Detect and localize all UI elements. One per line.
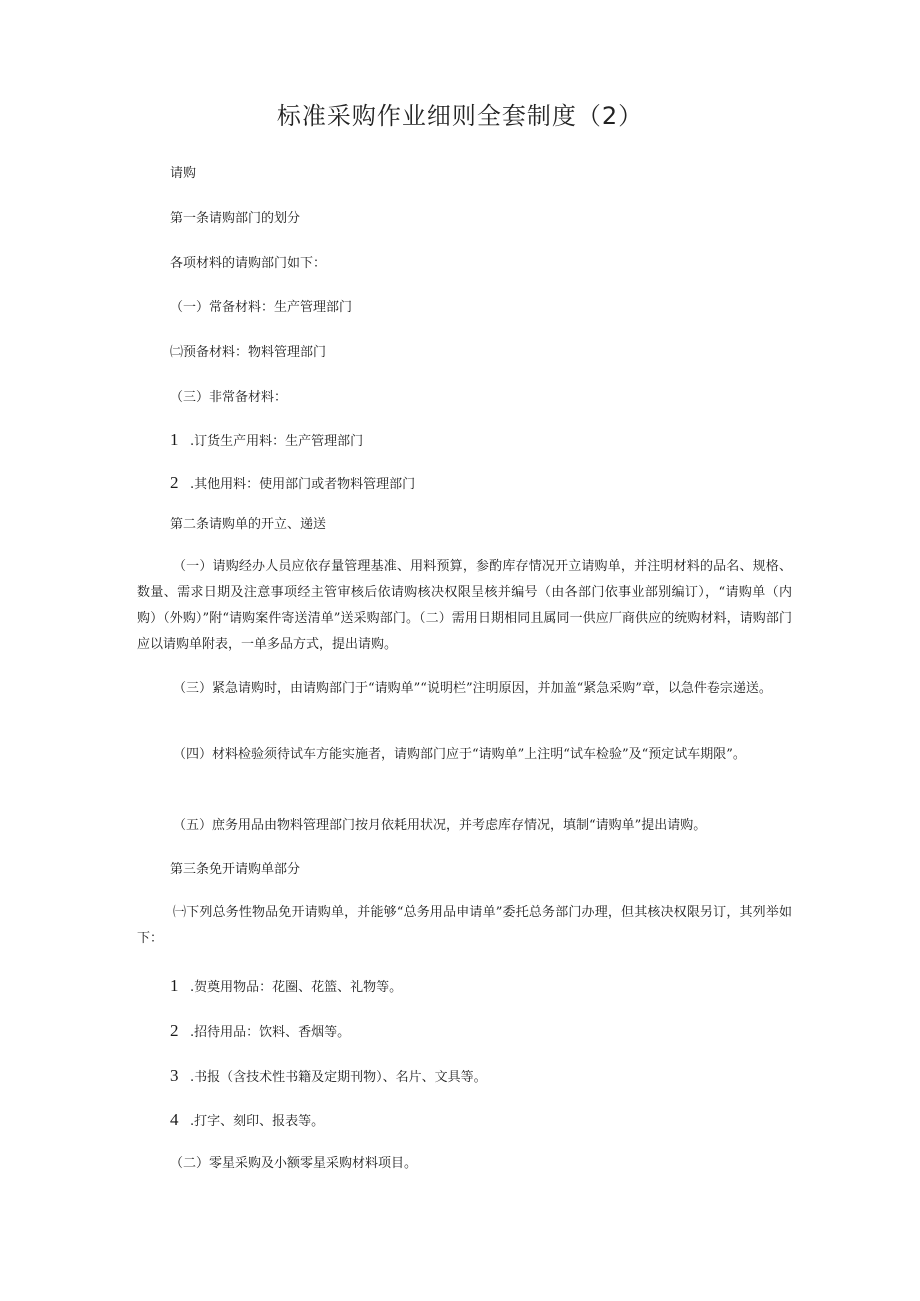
list-text: .贺奠用物品：花圈、花篮、礼物等。 [190,980,403,995]
article-2-paragraph-3: （三）紧急请购时，由请购部门于“请购单”“说明栏”注明原因，并加盖“紧急采购”章，以急件卷宗递送。 [173,681,772,696]
list-text: .打字、刻印、报表等。 [190,1114,325,1129]
article-3-item-2: （二）零星采购及小额零星采购材料项目。 [170,1156,418,1171]
list-number: 4 [170,1110,179,1129]
list-text: .招待用品：饮料、香烟等。 [190,1025,351,1040]
article-3-sub-3 [170,1066,487,1088]
list-number: 2 [170,1021,179,1040]
document-title: 标准采购作业细则全套制度（2） [276,102,644,130]
article-1-sub-1 [170,430,363,452]
list-number: 1 [170,976,179,995]
list-number: 1 [170,430,179,449]
list-text: .其他用料：使用部门或者物料管理部门 [190,477,416,492]
article-3-sub-1 [170,976,402,998]
article-2-paragraph-5: （五）庶务用品由物料管理部门按月依耗用状况，并考虑库存情况，填制“请购单”提出请购。 [173,818,707,833]
article-1-heading: 第一条请购部门的划分 [170,211,301,226]
article-1-intro: 各项材料的请购部门如下： [170,256,327,271]
article-2-heading: 第二条请购单的开立、递送 [170,517,327,532]
article-3-sub-4 [170,1110,324,1132]
section-heading: 请购 [170,166,197,181]
article-2-paragraph-4: （四）材料检验须待试车方能实施者，请购部门应于“请购单”上注明“试车检验”及“预定试车期限”。 [173,747,746,762]
article-3-sub-2 [170,1021,350,1043]
article-3-heading: 第三条免开请购单部分 [170,862,301,877]
article-3-paragraph-1: ㈠下列总务性物品免开请购单，并能够“总务用品申请单”委托总务部门办理，但其核决权限另订，其列举如下： [137,905,792,946]
article-2-paragraph-1: （一）请购经办人员应依存量管理基准、用料预算，参酌库存情况开立请购单，并注明材料的品名、规格、数量、需求日期及注意事项经主管审核后依请购核决权限呈核并编号（由各部门依事业部别编订），“请购单（内购）（外购）”附“请购案件寄送清单”送采购部门。（二）需用日期相同且属同一供应厂商供应的统购材料，请购部门应以请购单附表，一单多品方式，提出请购。 [137,559,792,652]
article-1-item-2: ㈡预备材料：物料管理部门 [170,345,327,360]
list-text: .订货生产用料：生产管理部门 [190,434,364,449]
article-1-item-3: （三）非常备材料： [170,390,288,405]
list-number: 3 [170,1066,179,1085]
article-1-sub-2 [170,473,415,495]
list-text: .书报（含技术性书籍及定期刊物）、名片、文具等。 [190,1070,487,1085]
article-1-item-1: （一）常备材料：生产管理部门 [170,300,353,315]
list-number: 2 [170,473,179,492]
